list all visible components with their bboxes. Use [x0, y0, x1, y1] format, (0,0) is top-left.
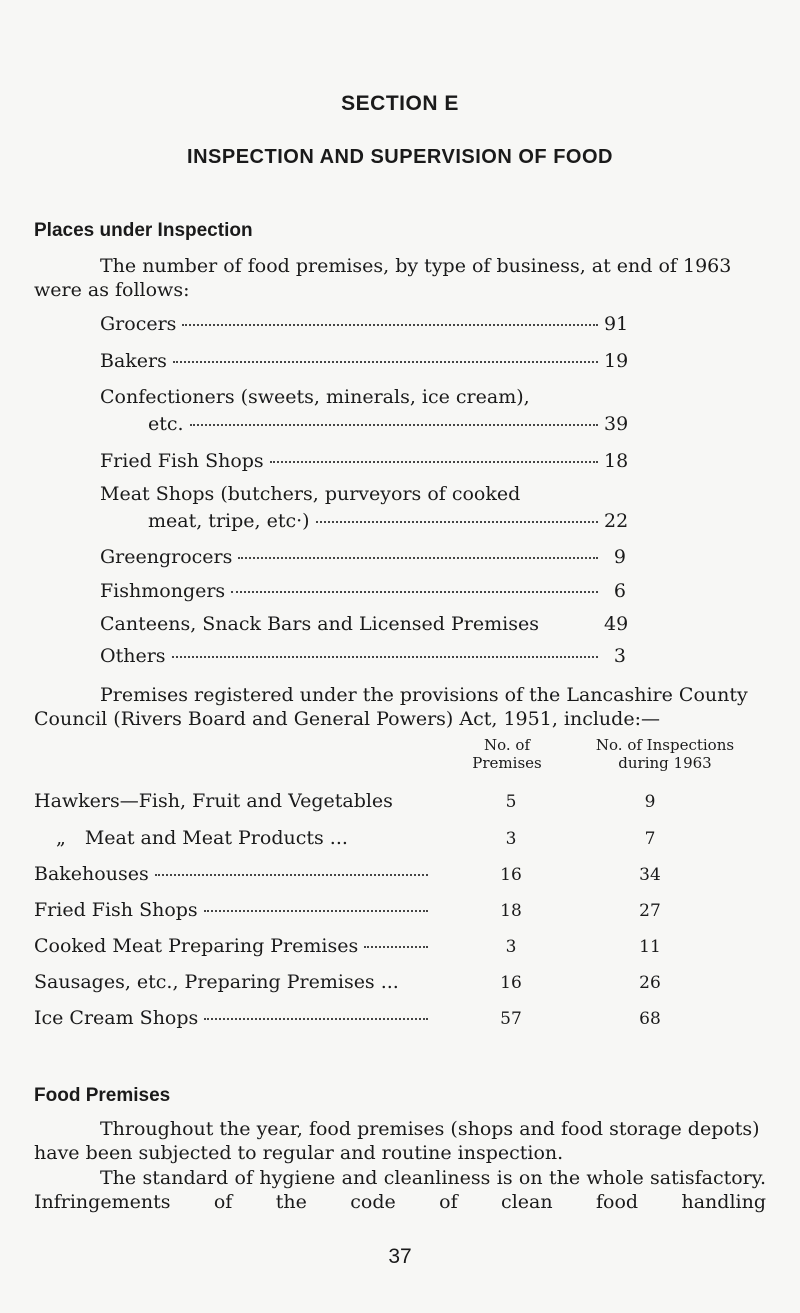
list-item: Bakers 19 — [100, 350, 629, 372]
list-item: Fishmongers 6 — [100, 580, 626, 602]
subheading-places: Places under Inspection — [34, 220, 253, 241]
premises-count: 5 — [505, 792, 517, 812]
list-item: Canteens, Snack Bars and Licensed Premises 49 — [100, 613, 629, 635]
food-premises-paragraph-2: The standard of hygiene and cleanliness is on the whole satisfactory. Infringements of the code of clean food handling — [34, 1167, 766, 1213]
column-header-premises: No. of Premises — [472, 736, 542, 772]
premises-count: 3 — [505, 937, 517, 957]
list-item: Others 3 — [100, 645, 626, 667]
table-row: Bakehouses — [34, 863, 434, 887]
section-heading: SECTION E — [341, 92, 459, 115]
list-item-line: Meat Shops (butchers, purveyors of cooked — [100, 483, 521, 505]
list-item: Greengrocers 9 — [100, 546, 626, 568]
column-header-inspections: No. of Inspections during 1963 — [595, 736, 735, 772]
inspections-count: 27 — [639, 901, 661, 921]
registered-intro-paragraph: Premises registered under the provisions of the Lancashire County Council (Rivers Board and General Powers) Act, 1951, include:— — [34, 684, 748, 730]
list-item: Grocers 91 — [100, 313, 629, 335]
list-item: meat, tripe, etc·) 22 — [148, 510, 629, 532]
inspections-count: 7 — [644, 829, 656, 849]
premises-count: 57 — [500, 1009, 522, 1029]
premises-count: 3 — [505, 829, 517, 849]
table-row: Ice Cream Shops — [34, 1007, 434, 1031]
table-row: Cooked Meat Preparing Premises — [34, 935, 434, 959]
premises-count: 16 — [500, 865, 522, 885]
intro-paragraph: The number of food premises, by type of business, at end of 1963 were as follows: — [34, 255, 732, 301]
inspections-count: 34 — [639, 865, 661, 885]
table-row: Hawkers—Fish, Fruit and Vegetables — [34, 790, 393, 812]
table-row: „ Meat and Meat Products ... — [56, 827, 348, 849]
inspections-count: 68 — [639, 1009, 661, 1029]
premises-count: 16 — [500, 973, 522, 993]
list-item-line: Confectioners (sweets, minerals, ice cream), — [100, 386, 530, 408]
food-premises-paragraph-1: Throughout the year, food premises (shops and food storage depots) have been subjected to regular and routine inspection. — [34, 1118, 760, 1164]
list-item: etc. 39 — [148, 413, 629, 435]
subheading-food-premises: Food Premises — [34, 1085, 171, 1106]
inspections-count: 26 — [639, 973, 661, 993]
list-item: Fried Fish Shops 18 — [100, 450, 629, 472]
premises-count: 18 — [500, 901, 522, 921]
inspections-count: 11 — [639, 937, 661, 957]
inspections-count: 9 — [644, 792, 656, 812]
page-number: 37 — [388, 1245, 412, 1268]
table-row: Fried Fish Shops — [34, 899, 434, 923]
table-row: Sausages, etc., Preparing Premises ... — [34, 971, 399, 993]
page-title: INSPECTION AND SUPERVISION OF FOOD — [187, 146, 613, 168]
